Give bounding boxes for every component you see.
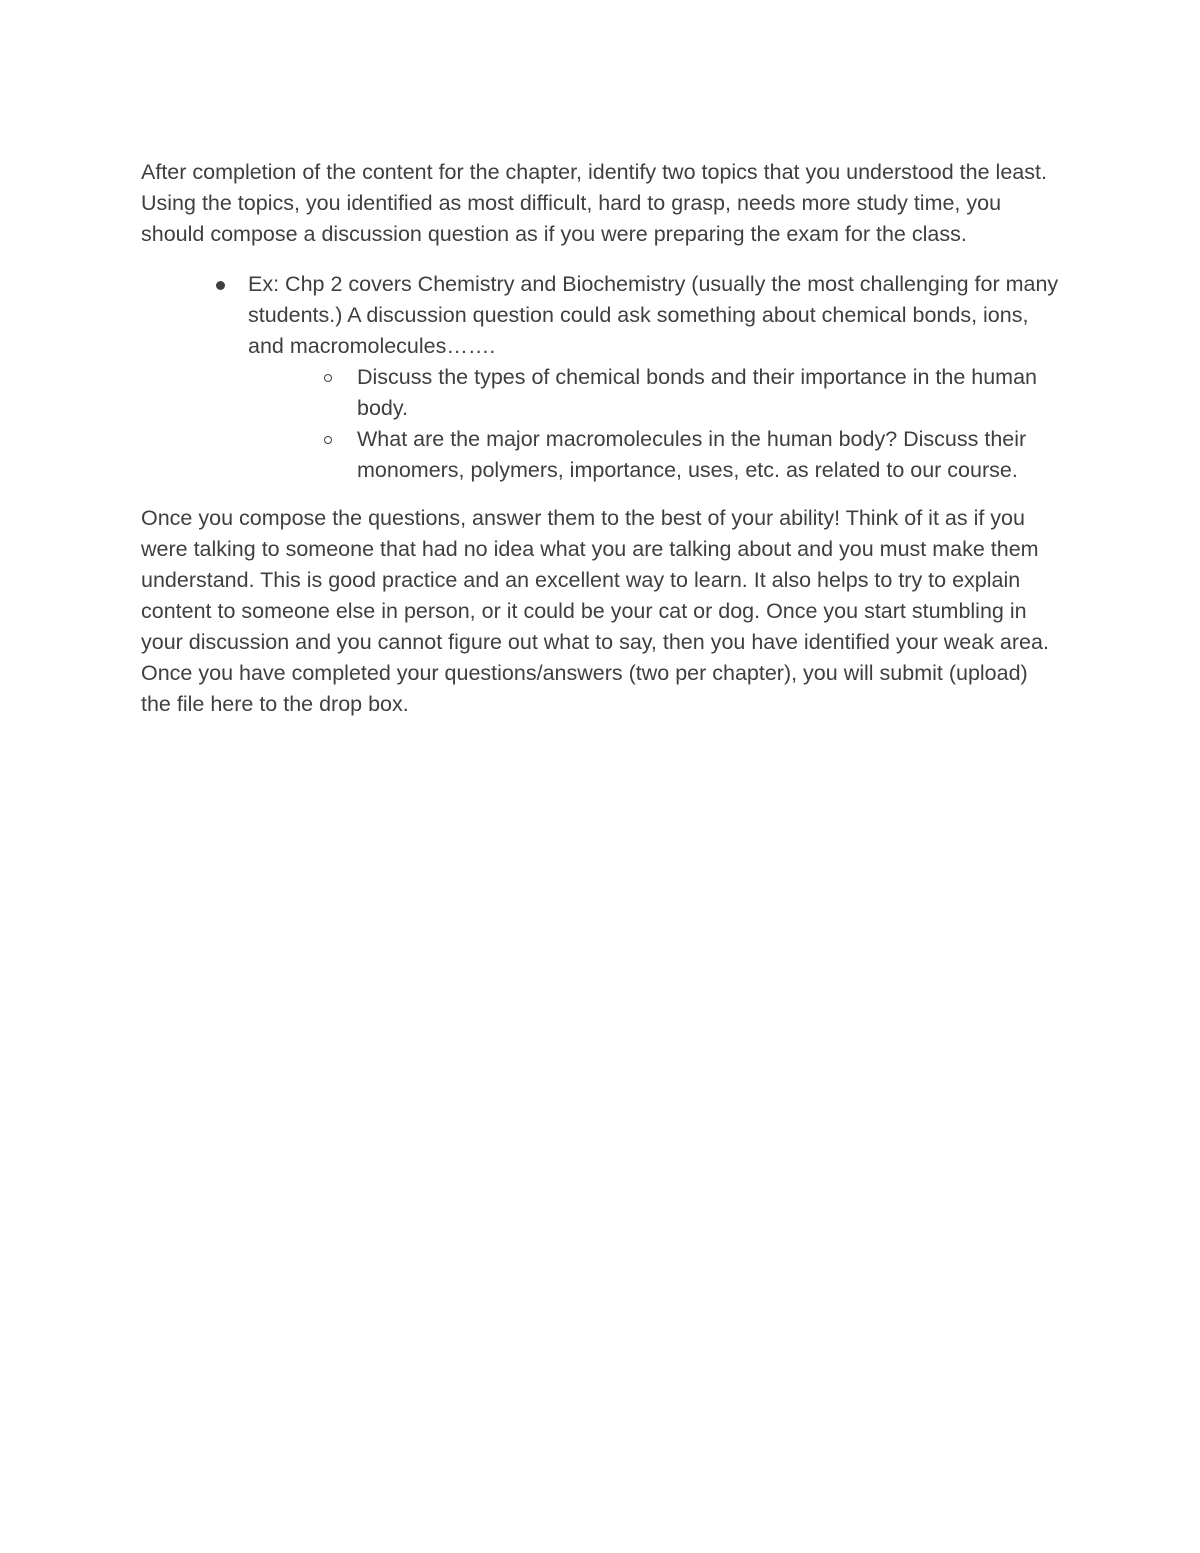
example-bullet-text: Ex: Chp 2 covers Chemistry and Biochemistry (usually the most challenging for many students.) A discussion question could ask something about chemical bonds, ions, and macromolecules……. bbox=[248, 272, 1059, 358]
document-body bbox=[141, 157, 1061, 720]
intro-paragraph: After completion of the content for the chapter, identify two topics that you understood the least. Using the topics, you identified as most difficult, hard to grasp, needs more study time, you should compose a discussion question as if you were preparing the exam for the class. bbox=[141, 160, 1047, 246]
sub-bullet-text: Discuss the types of chemical bonds and their importance in the human body. bbox=[357, 365, 1038, 420]
sub-bullet-list bbox=[248, 362, 1061, 486]
sub-bullet-text: What are the major macromolecules in the human body? Discuss their monomers, polymers, importance, uses, etc. as related to our course. bbox=[357, 427, 1027, 482]
circle-bullet-icon bbox=[324, 436, 332, 444]
sub-list-item bbox=[357, 362, 1061, 424]
closing-paragraph: Once you compose the questions, answer them to the best of your ability! Think of it as if you were talking to someone that had no idea what you are talking about and you must make them understand. This is good practice and an excellent way to learn. It also helps to try to explain content to someone else in person, or it could be your cat or dog. Once you start stumbling in your discussion and you cannot figure out what to say, then you have identified your weak area. Once you have completed your questions/answers (two per chapter), you will submit (upload) the file here to the drop box. bbox=[141, 506, 1049, 716]
circle-bullet-icon bbox=[324, 374, 332, 382]
disc-bullet-icon bbox=[216, 281, 225, 290]
sub-list-item bbox=[357, 424, 1061, 486]
example-list-item bbox=[248, 269, 1061, 486]
example-bullet-list bbox=[141, 269, 1061, 486]
